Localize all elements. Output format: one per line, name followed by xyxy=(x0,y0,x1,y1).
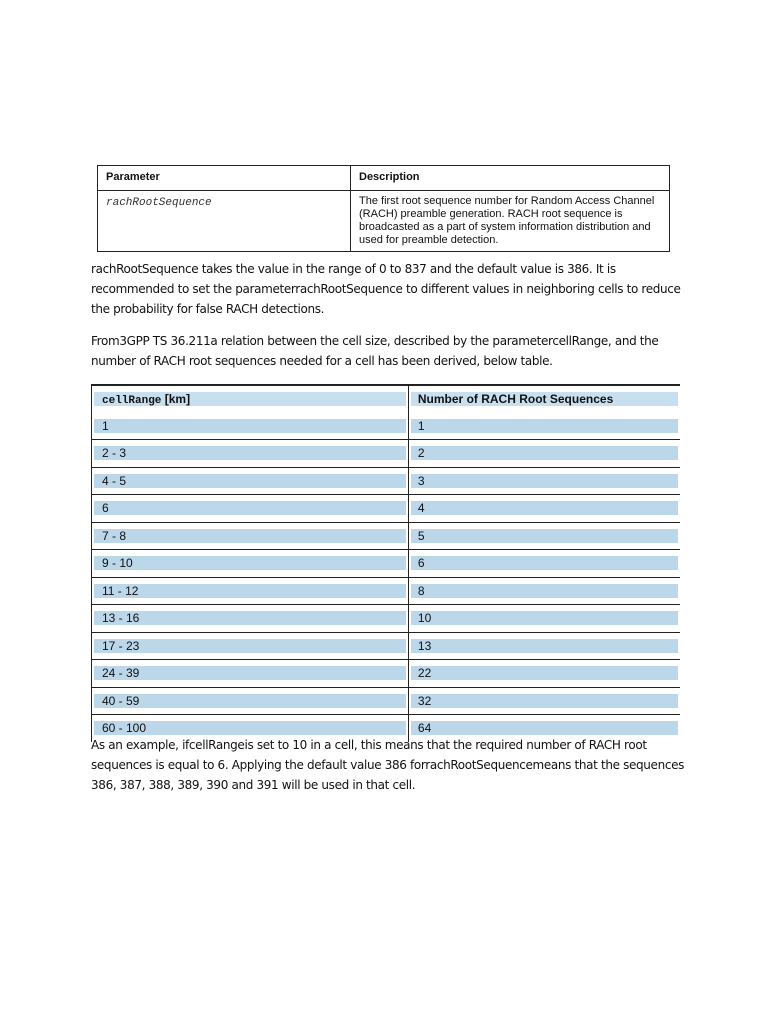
table-row xyxy=(92,577,681,605)
cellrange-cell xyxy=(92,577,409,605)
table-row xyxy=(92,440,681,468)
cellrange-value: 40 - 59 xyxy=(94,694,406,708)
cellrange-cell xyxy=(92,440,409,468)
paragraph-example: As an example, ifcellRangeis set to 10 in a cell, this means that the required number of RACH root sequences is equal to 6. Applying the default value 386 forrachRootSequencemeans that the sequences 386, 387, 388, 389, 390 and 391 will be used in that cell. xyxy=(91,738,685,792)
description-header: Description xyxy=(351,166,670,191)
parameter-name: rachRootSequence xyxy=(98,191,351,252)
root-sequences-value: 2 xyxy=(411,446,678,460)
root-sequences-cell xyxy=(408,467,680,495)
table-row xyxy=(92,522,681,550)
parameter-table-row xyxy=(98,191,670,252)
cellrange-value: 9 - 10 xyxy=(94,556,406,570)
table-row xyxy=(92,467,681,495)
cellrange-value: 17 - 23 xyxy=(94,639,406,653)
root-sequences-header xyxy=(408,385,680,413)
paragraph-range-info: rachRootSequence takes the value in the range of 0 to 837 and the default value is 386. It is recommended to set the parameterrachRootSequence to different values in neighboring cells to reduce the probability for false RACH detections. xyxy=(91,262,681,316)
parameter-header: Parameter xyxy=(98,166,351,191)
root-sequences-value: 4 xyxy=(411,501,678,515)
table-row xyxy=(92,413,681,440)
cellrange-cell xyxy=(92,467,409,495)
cellrange-cell xyxy=(92,413,409,440)
cellrange-cell xyxy=(92,687,409,715)
cellrange-table-body xyxy=(92,413,681,742)
root-sequences-value: 10 xyxy=(411,611,678,625)
cellrange-header-unit: [km] xyxy=(161,392,191,407)
cellrange-cell xyxy=(92,660,409,688)
cellrange-cell xyxy=(92,550,409,578)
root-sequences-cell xyxy=(408,632,680,660)
root-sequences-header-text: Number of RACH Root Sequences xyxy=(411,392,678,406)
cellrange-header xyxy=(92,385,409,413)
cellrange-value: 60 - 100 xyxy=(94,721,406,735)
root-sequences-value: 3 xyxy=(411,474,678,488)
cellrange-value: 4 - 5 xyxy=(94,474,406,488)
root-sequences-cell xyxy=(408,495,680,523)
paragraph-cellrange-intro: From3GPP TS 36.211a relation between the cell size, described by the parametercellRange, and the number of RACH root sequences needed for a cell has been derived, below table. xyxy=(91,334,659,368)
parameter-description: The first root sequence number for Random Access Channel (RACH) preamble generation. RACH root sequence is broadcasted as a part of system information distribution and used for preamble detection. xyxy=(351,191,670,252)
root-sequences-cell xyxy=(408,577,680,605)
cellrange-table-header xyxy=(92,385,681,413)
root-sequences-cell xyxy=(408,522,680,550)
root-sequences-cell xyxy=(408,413,680,440)
cellrange-header-code: cellRange xyxy=(102,395,162,408)
table-row xyxy=(92,687,681,715)
cellrange-value: 13 - 16 xyxy=(94,611,406,625)
parameter-table-header xyxy=(98,166,670,191)
cellrange-table xyxy=(91,384,680,742)
table-row xyxy=(92,660,681,688)
root-sequences-value: 22 xyxy=(411,666,678,680)
cellrange-value: 11 - 12 xyxy=(94,584,406,598)
table-row xyxy=(92,632,681,660)
root-sequences-value: 5 xyxy=(411,529,678,543)
root-sequences-value: 1 xyxy=(411,419,678,433)
cellrange-cell xyxy=(92,495,409,523)
cellrange-header-highlight xyxy=(94,392,406,406)
root-sequences-value: 32 xyxy=(411,694,678,708)
table-row xyxy=(92,495,681,523)
cellrange-cell xyxy=(92,522,409,550)
root-sequences-value: 64 xyxy=(411,721,678,735)
cellrange-cell xyxy=(92,605,409,633)
table-row xyxy=(92,605,681,633)
root-sequences-value: 6 xyxy=(411,556,678,570)
root-sequences-value: 13 xyxy=(411,639,678,653)
cellrange-cell xyxy=(92,632,409,660)
root-sequences-cell xyxy=(408,687,680,715)
root-sequences-cell xyxy=(408,440,680,468)
root-sequences-value: 8 xyxy=(411,584,678,598)
parameter-table xyxy=(97,165,670,252)
root-sequences-cell xyxy=(408,550,680,578)
cellrange-value: 6 xyxy=(94,501,406,515)
cellrange-value: 2 - 3 xyxy=(94,446,406,460)
cellrange-value: 24 - 39 xyxy=(94,666,406,680)
root-sequences-cell xyxy=(408,660,680,688)
root-sequences-cell xyxy=(408,605,680,633)
cellrange-value: 7 - 8 xyxy=(94,529,406,543)
table-row xyxy=(92,550,681,578)
cellrange-value: 1 xyxy=(94,419,406,433)
